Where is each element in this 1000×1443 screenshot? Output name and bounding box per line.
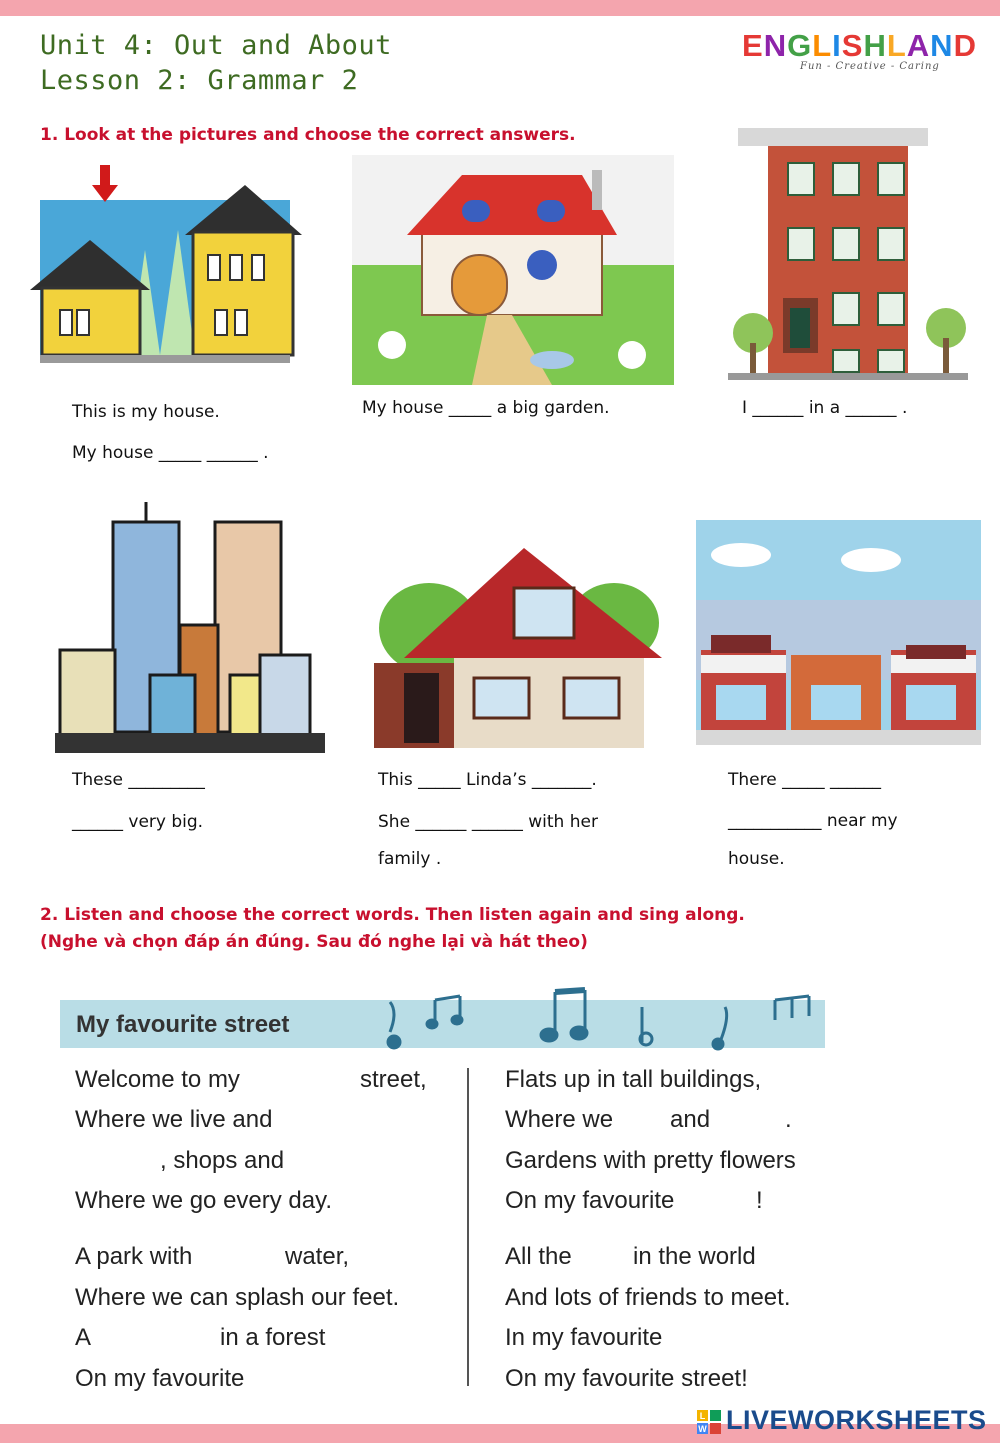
exercise-6-line-1: There _____ ______ [728, 770, 881, 790]
exercise-1-line-1: This is my house. [72, 402, 220, 422]
exercise-4-line-1: These _________ [72, 770, 205, 790]
song-right-line-5-end: in the world [633, 1243, 756, 1270]
song-column-divider [467, 1068, 469, 1386]
brick-apartment-building-picture [728, 128, 968, 380]
exercise-6-line-3: house. [728, 849, 785, 869]
exercise-2-line-1: My house _____ a big garden. [362, 398, 610, 418]
music-notes-icon [380, 982, 820, 1052]
top-pink-band [0, 0, 1000, 16]
exercise-4-line-2: ______ very big. [72, 812, 204, 832]
liveworksheets-logo-icon [697, 1410, 721, 1434]
unit-title: Unit 4: Out and About [40, 30, 392, 61]
song-left-line-8: On my favourite [75, 1365, 245, 1392]
song-left-line-6: Where we can splash our feet. [75, 1284, 400, 1311]
exercise-6-line-2: ___________ near my [728, 811, 898, 831]
song-left-line-2: Where we live and [75, 1106, 273, 1133]
song-left-line-5: A park with [75, 1243, 193, 1270]
city-skyscrapers-picture [55, 500, 325, 755]
cottage-with-garden-picture [352, 155, 674, 385]
song-right-line-3: Gardens with pretty flowers [505, 1147, 796, 1174]
exercise-3-line-1: I ______ in a ______ . [742, 398, 908, 418]
song-left-line-7-end: in a forest [220, 1324, 326, 1351]
song-left-line-4: Where we go every day. [75, 1187, 333, 1214]
section2-instruction-vietnamese: (Nghe và chọn đáp án đúng. Sau đó nghe lại và hát theo) [40, 932, 588, 952]
song-left-line-7: A [75, 1324, 92, 1351]
song-right-line-4-end: ! [756, 1187, 763, 1214]
svg-text:W: W [698, 1424, 707, 1434]
englishland-logo: ENGLISHLAND [742, 28, 977, 63]
exercise-5-line-3: family . [378, 849, 442, 869]
section1-instruction: 1. Look at the pictures and choose the correct answers. [40, 125, 576, 145]
song-right-line-4: On my favourite [505, 1187, 675, 1214]
song-right-line-7: In my favourite [505, 1324, 663, 1351]
song-title: My favourite street [76, 1011, 290, 1038]
red-roof-house-picture [374, 548, 662, 748]
song-left-line-5-end: water, [285, 1243, 350, 1270]
lesson-title: Lesson 2: Grammar 2 [40, 65, 359, 96]
liveworksheets-watermark: LIVEWORKSHEETS [726, 1405, 987, 1435]
logo-tagline: Fun - Creative - Caring [800, 61, 940, 72]
two-yellow-houses-picture [30, 160, 302, 382]
song-left-line-3: , shops and [160, 1147, 285, 1174]
exercise-5-line-2: She ______ ______ with her [378, 812, 598, 832]
song-right-line-5: All the [505, 1243, 572, 1270]
exercise-5-line-1: This _____ Linda’s _______. [378, 770, 597, 790]
restaurant-street-picture [696, 520, 981, 745]
song-right-line-1: Flats up in tall buildings, [505, 1066, 762, 1093]
svg-text:L: L [699, 1411, 706, 1421]
song-left-line-1-end: street, [360, 1066, 427, 1093]
song-right-line-2-mid: and [670, 1106, 711, 1133]
song-right-line-8: On my favourite street! [505, 1365, 748, 1392]
song-right-line-2: Where we [505, 1106, 614, 1133]
section2-instruction: 2. Listen and choose the correct words. Then listen again and sing along. [40, 905, 745, 925]
song-right-line-2-end: . [785, 1106, 792, 1133]
exercise-1-line-2: My house _____ ______ . [72, 443, 269, 463]
song-right-line-6: And lots of friends to meet. [505, 1284, 791, 1311]
song-left-line-1: Welcome to my [75, 1066, 240, 1093]
